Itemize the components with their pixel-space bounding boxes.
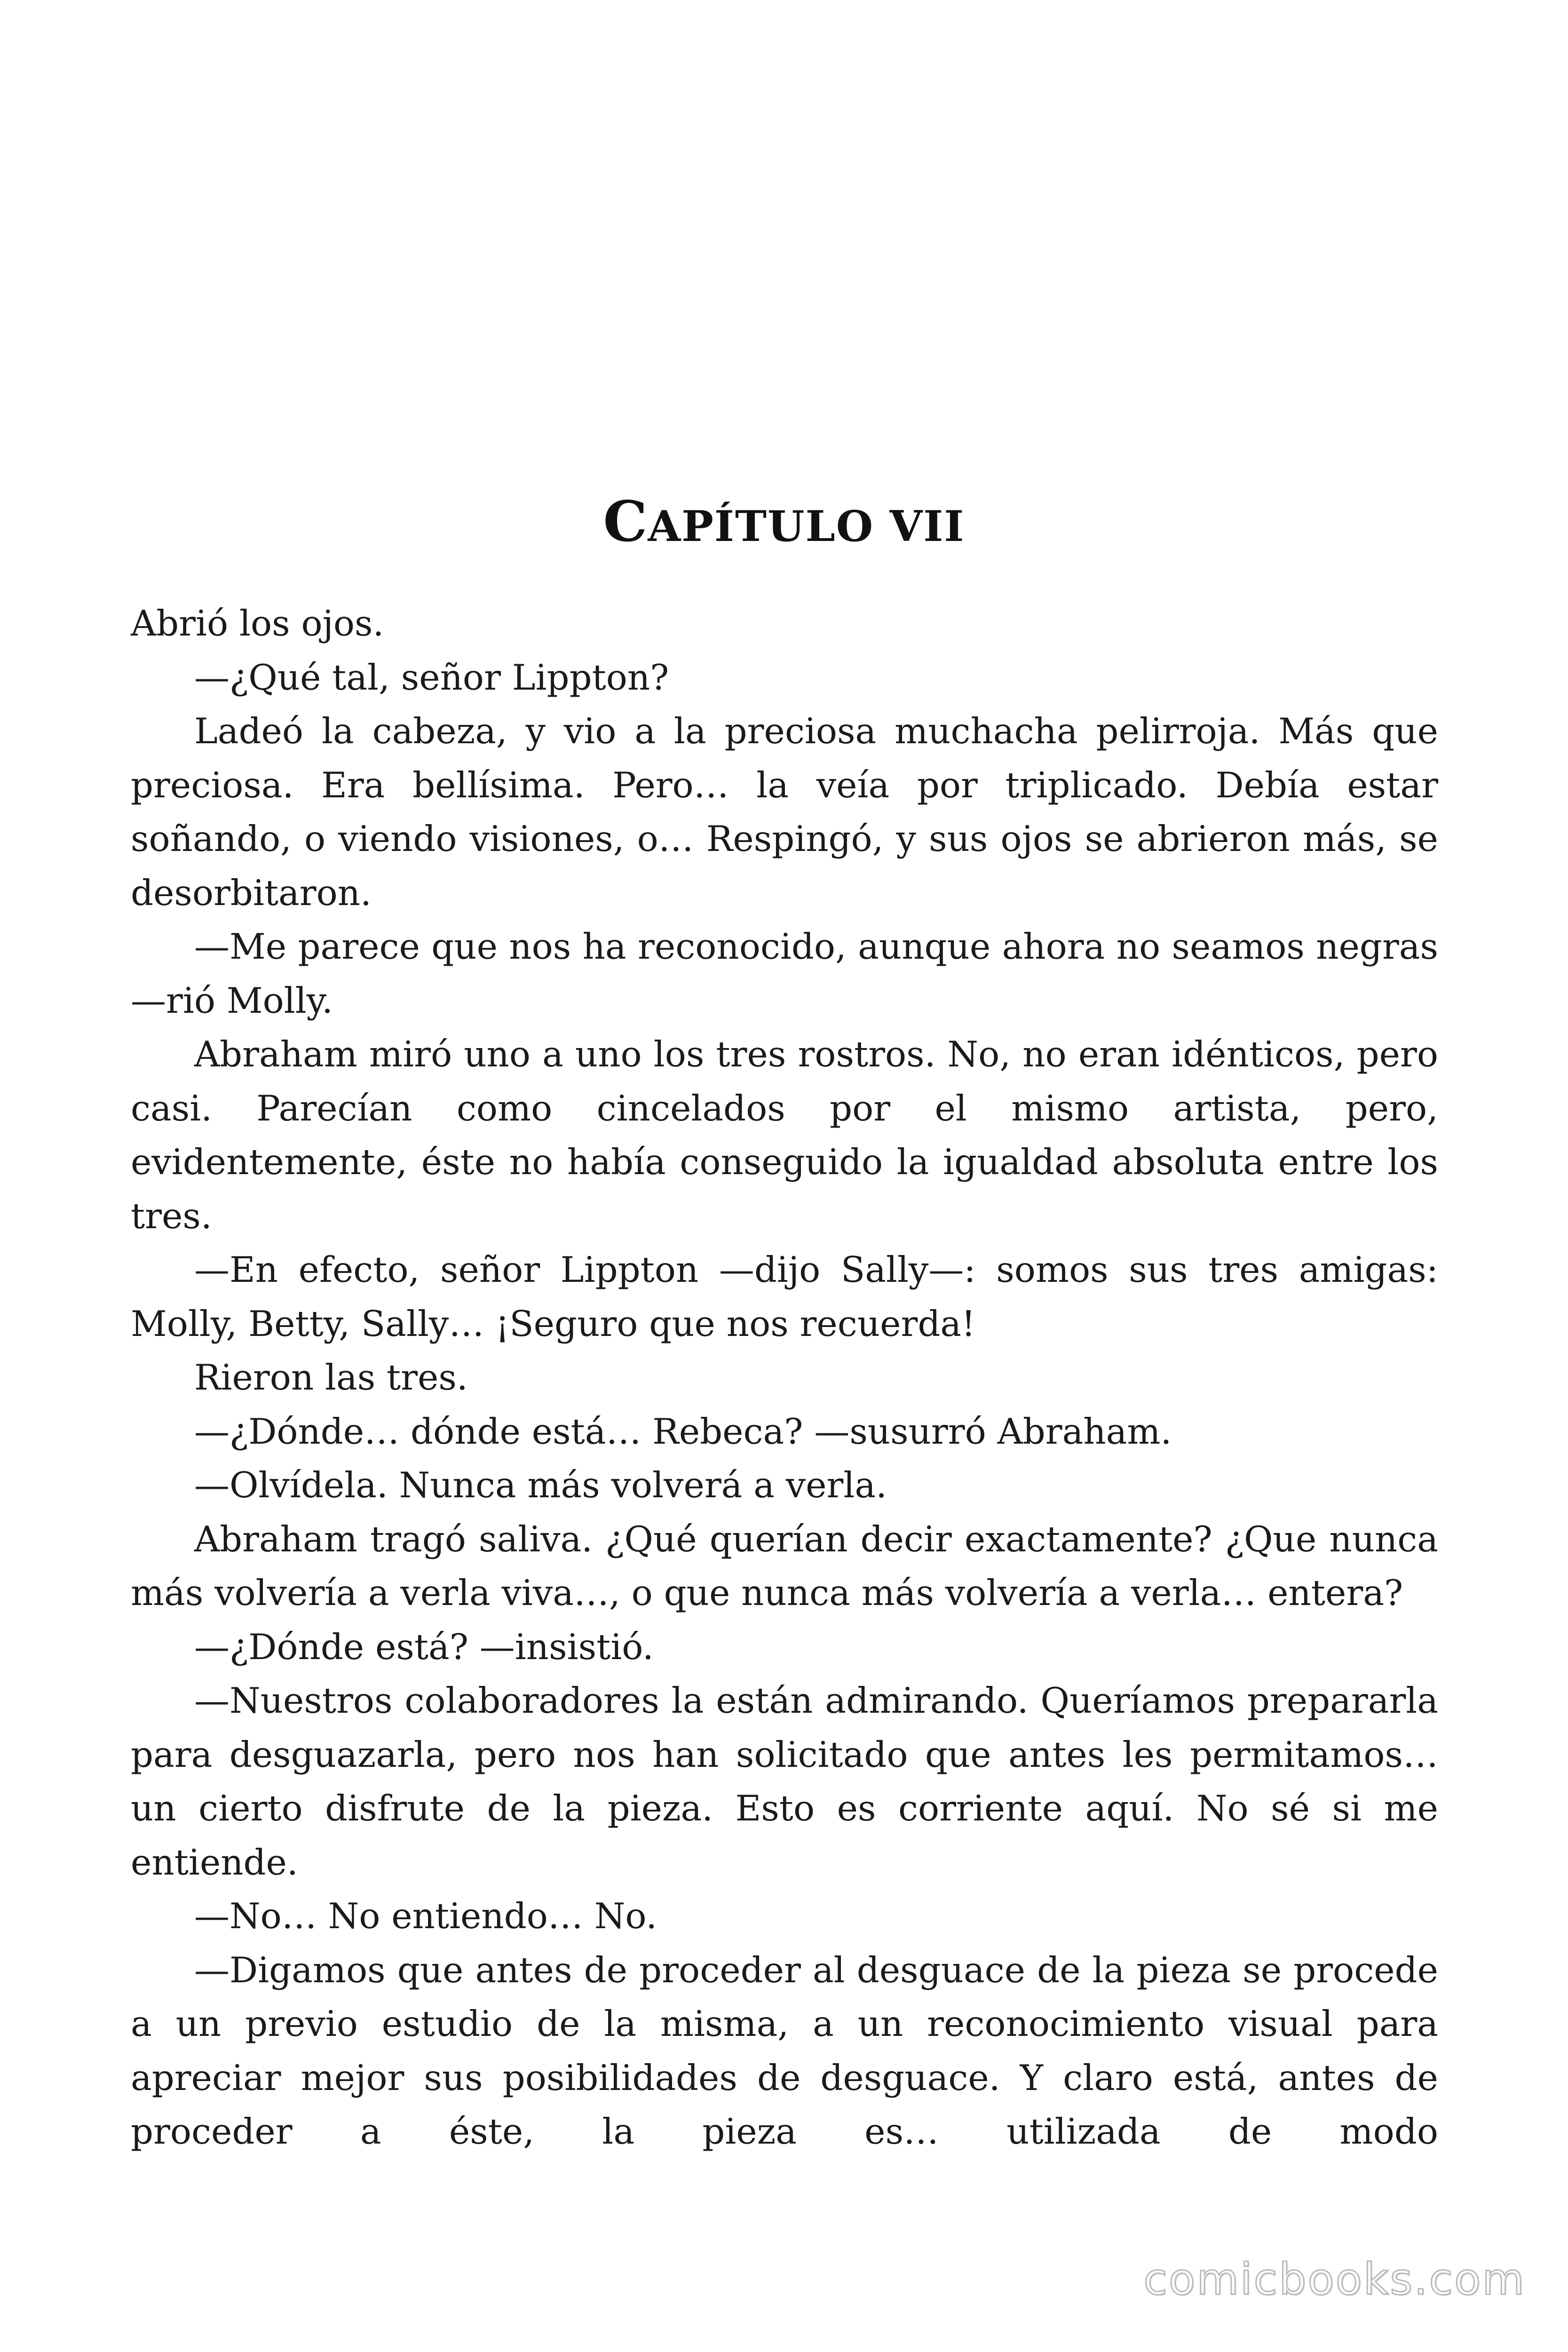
paragraph: —No… No entiendo… No.: [194, 1895, 657, 1937]
paragraph: Abraham miró uno a uno los tres rostros. No, no eran idénticos, pero casi. Parecían como cincelados por el mismo artista, pero, evidentemente, éste no había conseguido la igualdad absoluta entre los tres.: [131, 1033, 1438, 1237]
paragraph: Rieron las tres.: [194, 1357, 468, 1398]
chapter-title-rest: APÍTULO VII: [648, 501, 965, 552]
paragraph: —¿Dónde… dónde está… Rebeca? —susurró Abraham.: [194, 1410, 1172, 1452]
paragraph: —Nuestros colaboradores la están admirando. Queríamos prepararla para desguazarla, pero nos han solicitado que antes les permitamos… un cierto disfrute de la pieza. Esto es corriente aquí. No sé si me entiende.: [131, 1680, 1438, 1883]
paragraph: —Olvídela. Nunca más volverá a verla.: [194, 1464, 887, 1506]
paragraph: Ladeó la cabeza, y vio a la preciosa muchacha pelirroja. Más que preciosa. Era bellísima. Pero… la veía por triplicado. Debía estar soñando, o viendo visiones, o… Respingó, y sus ojos se abrieron más, se desorbitaron.: [131, 710, 1438, 914]
chapter-title-initial: C: [603, 489, 648, 555]
chapter-body: [131, 596, 1438, 2159]
paragraph: —Digamos que antes de proceder al desguace de la pieza se procede a un previo estudio de la misma, a un reconocimiento visual para apreciar mejor sus posibilidades de desguace. Y claro está, antes de proceder a éste, la pieza es… utilizada de modo: [131, 1949, 1438, 2152]
paragraph: Abraham tragó saliva. ¿Qué querían decir exactamente? ¿Que nunca más volvería a verla viva…, o que nunca más volvería a verla… entera?: [131, 1518, 1438, 1613]
paragraph: Abrió los ojos.: [131, 603, 384, 644]
paragraph: —En efecto, señor Lippton —dijo Sally—: somos sus tres amigas: Molly, Betty, Sally… ¡Seguro que nos recuerda!: [131, 1249, 1438, 1344]
paragraph: —¿Qué tal, señor Lippton?: [194, 656, 669, 698]
chapter-title: [0, 489, 1568, 554]
paragraph: —¿Dónde está? —insistió.: [194, 1626, 654, 1668]
watermark: comicbooks.com: [1143, 2254, 1526, 2304]
paragraph: —Me parece que nos ha reconocido, aunque ahora no seamos negras —rió Molly.: [131, 926, 1438, 1021]
